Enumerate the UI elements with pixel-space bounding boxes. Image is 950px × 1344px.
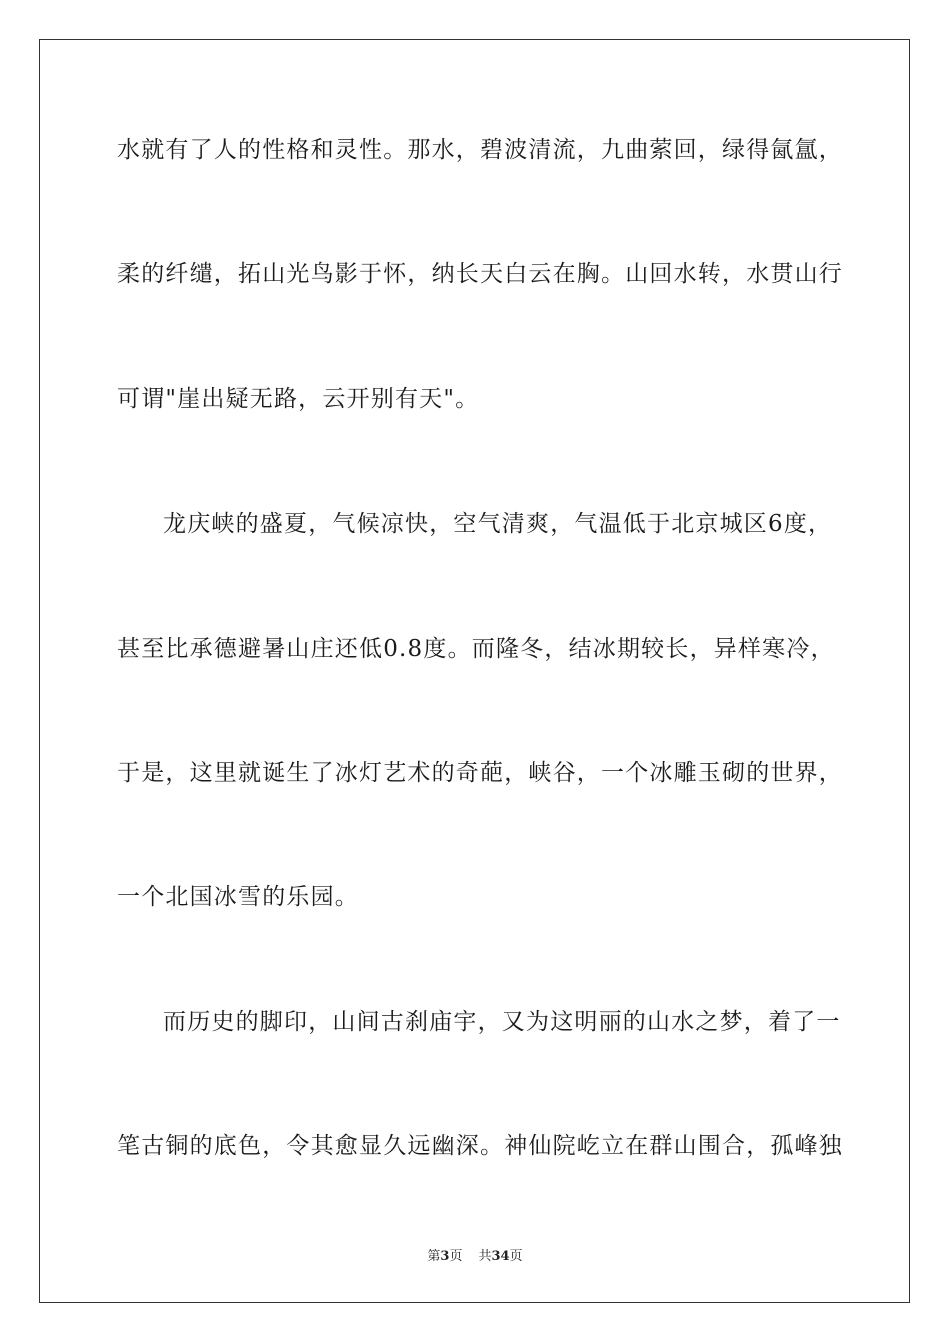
paragraph-start-line: 而历史的脚印，山间古刹庙宇，又为这明丽的山水之梦，着了一 bbox=[163, 1009, 841, 1035]
footer-page-prefix: 第 bbox=[427, 1249, 441, 1264]
page-border bbox=[39, 39, 910, 1303]
footer-page-suffix: 页 bbox=[449, 1249, 463, 1264]
footer-total-prefix: 共 bbox=[478, 1249, 492, 1264]
text-line: 柔的纤缱，拓山光鸟影于怀，纳长天白云在胸。山回水转，水贯山行 bbox=[117, 261, 843, 287]
text-line: 笔古铜的底色，令其愈显久远幽深。神仙院屹立在群山围合，孤峰独 bbox=[117, 1133, 843, 1159]
page-footer bbox=[0, 1249, 950, 1265]
text-line: 水就有了人的性格和灵性。那水，碧波清流，九曲萦回，绿得氤氲， bbox=[117, 137, 843, 163]
text-line: 甚至比承德避暑山庄还低0.8度。而隆冬，结冰期较长，异样寒冷， bbox=[117, 636, 835, 662]
text-line: 可谓"崖出疑无路，云开别有天"。 bbox=[117, 386, 480, 412]
footer-page-number: 3 bbox=[440, 1249, 450, 1264]
footer-total-pages: 34 bbox=[491, 1249, 510, 1264]
footer-total-suffix: 页 bbox=[509, 1249, 523, 1264]
text-line: 一个北国冰雪的乐园。 bbox=[117, 884, 359, 910]
text-line: 于是，这里就诞生了冰灯艺术的奇葩，峡谷，一个冰雕玉砌的世界， bbox=[117, 760, 843, 786]
paragraph-start-line: 龙庆峡的盛夏，气候凉快，空气清爽，气温低于北京城区6度， bbox=[163, 511, 833, 537]
